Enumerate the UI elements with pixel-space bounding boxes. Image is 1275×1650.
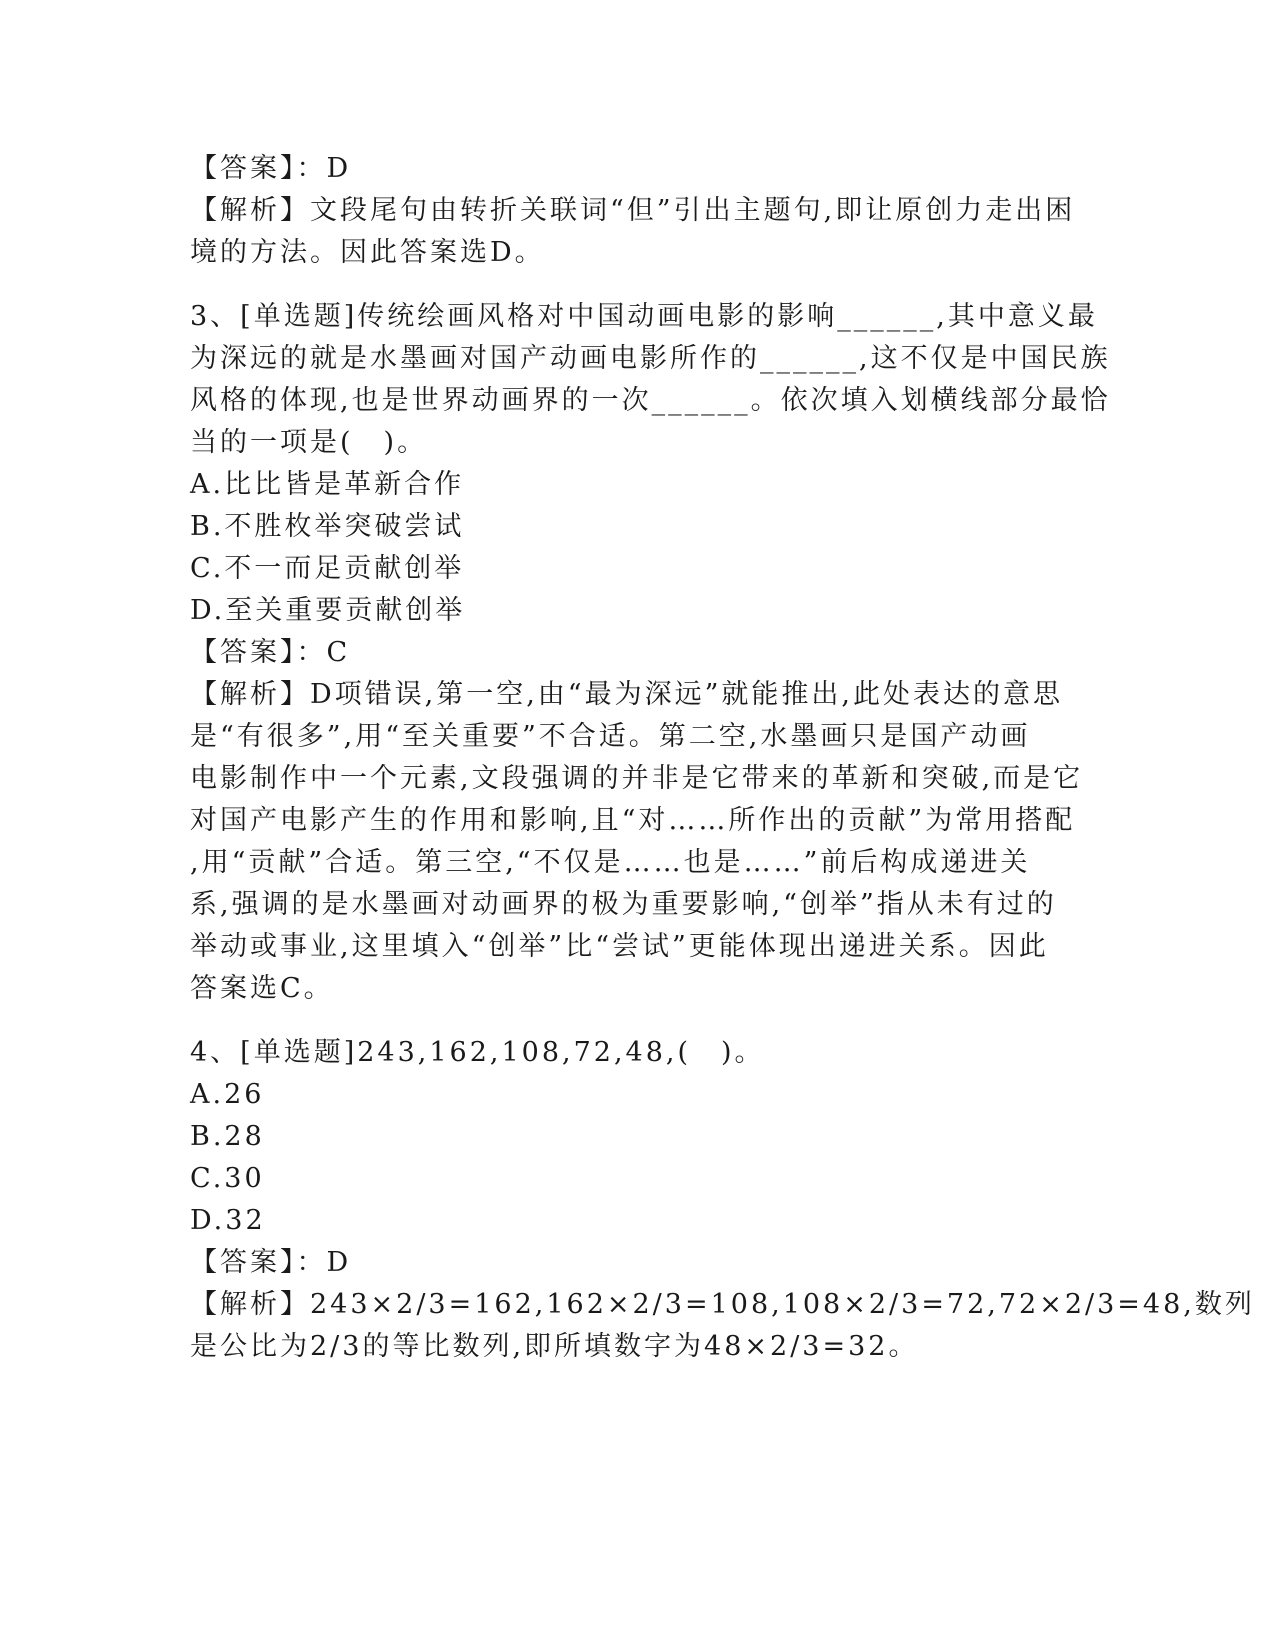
analysis-line: 【解析】D项错误,第一空,由“最为深远”就能推出,此处表达的意思 — [190, 679, 1064, 710]
question-2-tail — [190, 148, 1080, 274]
option-b: B.不胜枚举突破尝试 — [190, 511, 465, 542]
option-c: C.不一而足贡献创举 — [190, 553, 465, 584]
option-d: D.至关重要贡献创举 — [190, 595, 466, 626]
answer-line: 【答案】：C — [190, 637, 351, 668]
analysis-line: ,用“贡献”合适。第三空,“不仅是……也是……”前后构成递进关 — [190, 847, 1031, 878]
option-d: D.32 — [190, 1205, 266, 1236]
analysis-line: 对国产电影产生的作用和影响,且“对……所作出的贡献”为常用搭配 — [190, 805, 1076, 836]
document-page — [190, 148, 1255, 1368]
answer-line: 【答案】：D — [190, 1247, 352, 1278]
question-stem-line: 3、[单选题]传统绘画风格对中国动画电影的影响______,其中意义最 — [190, 301, 1098, 332]
analysis-line: 是公比为2/3的等比数列,即所填数字为48×2/3=32。 — [190, 1331, 919, 1362]
question-stem-line: 风格的体现,也是世界动画界的一次______。依次填入划横线部分最恰 — [190, 385, 1111, 416]
question-3 — [190, 296, 1111, 1010]
analysis-line: 境的方法。因此答案选D。 — [190, 237, 545, 268]
question-4 — [190, 1032, 1255, 1368]
answer-line: 【答案】：D — [190, 153, 352, 184]
option-a: A.比比皆是革新合作 — [190, 469, 465, 500]
option-a: A.26 — [190, 1079, 265, 1110]
option-c: C.30 — [190, 1163, 265, 1194]
analysis-line: 【解析】文段尾句由转折关联词“但”引出主题句,即让原创力走出困 — [190, 195, 1076, 226]
analysis-line: 系,强调的是水墨画对动画界的极为重要影响,“创举”指从未有过的 — [190, 889, 1057, 920]
analysis-line: 是“有很多”,用“至关重要”不合适。第二空,水墨画只是国产动画 — [190, 721, 1031, 752]
question-stem-line: 当的一项是( )。 — [190, 427, 428, 458]
question-stem-line: 为深远的就是水墨画对国产动画电影所作的______,这不仅是中国民族 — [190, 343, 1111, 374]
analysis-line: 举动或事业,这里填入“创举”比“尝试”更能体现出递进关系。因此 — [190, 931, 1049, 962]
analysis-line: 电影制作中一个元素,文段强调的并非是它带来的革新和突破,而是它 — [190, 763, 1084, 794]
option-b: B.28 — [190, 1121, 265, 1152]
spacer — [190, 274, 1080, 296]
analysis-line: 【解析】243×2/3=162,162×2/3=108,108×2/3=72,72×2/3=48,数列 — [190, 1289, 1255, 1320]
question-stem-line: 4、[单选题]243,162,108,72,48,( )。 — [190, 1037, 765, 1068]
spacer — [190, 1010, 1080, 1032]
analysis-line: 答案选C。 — [190, 973, 334, 1004]
